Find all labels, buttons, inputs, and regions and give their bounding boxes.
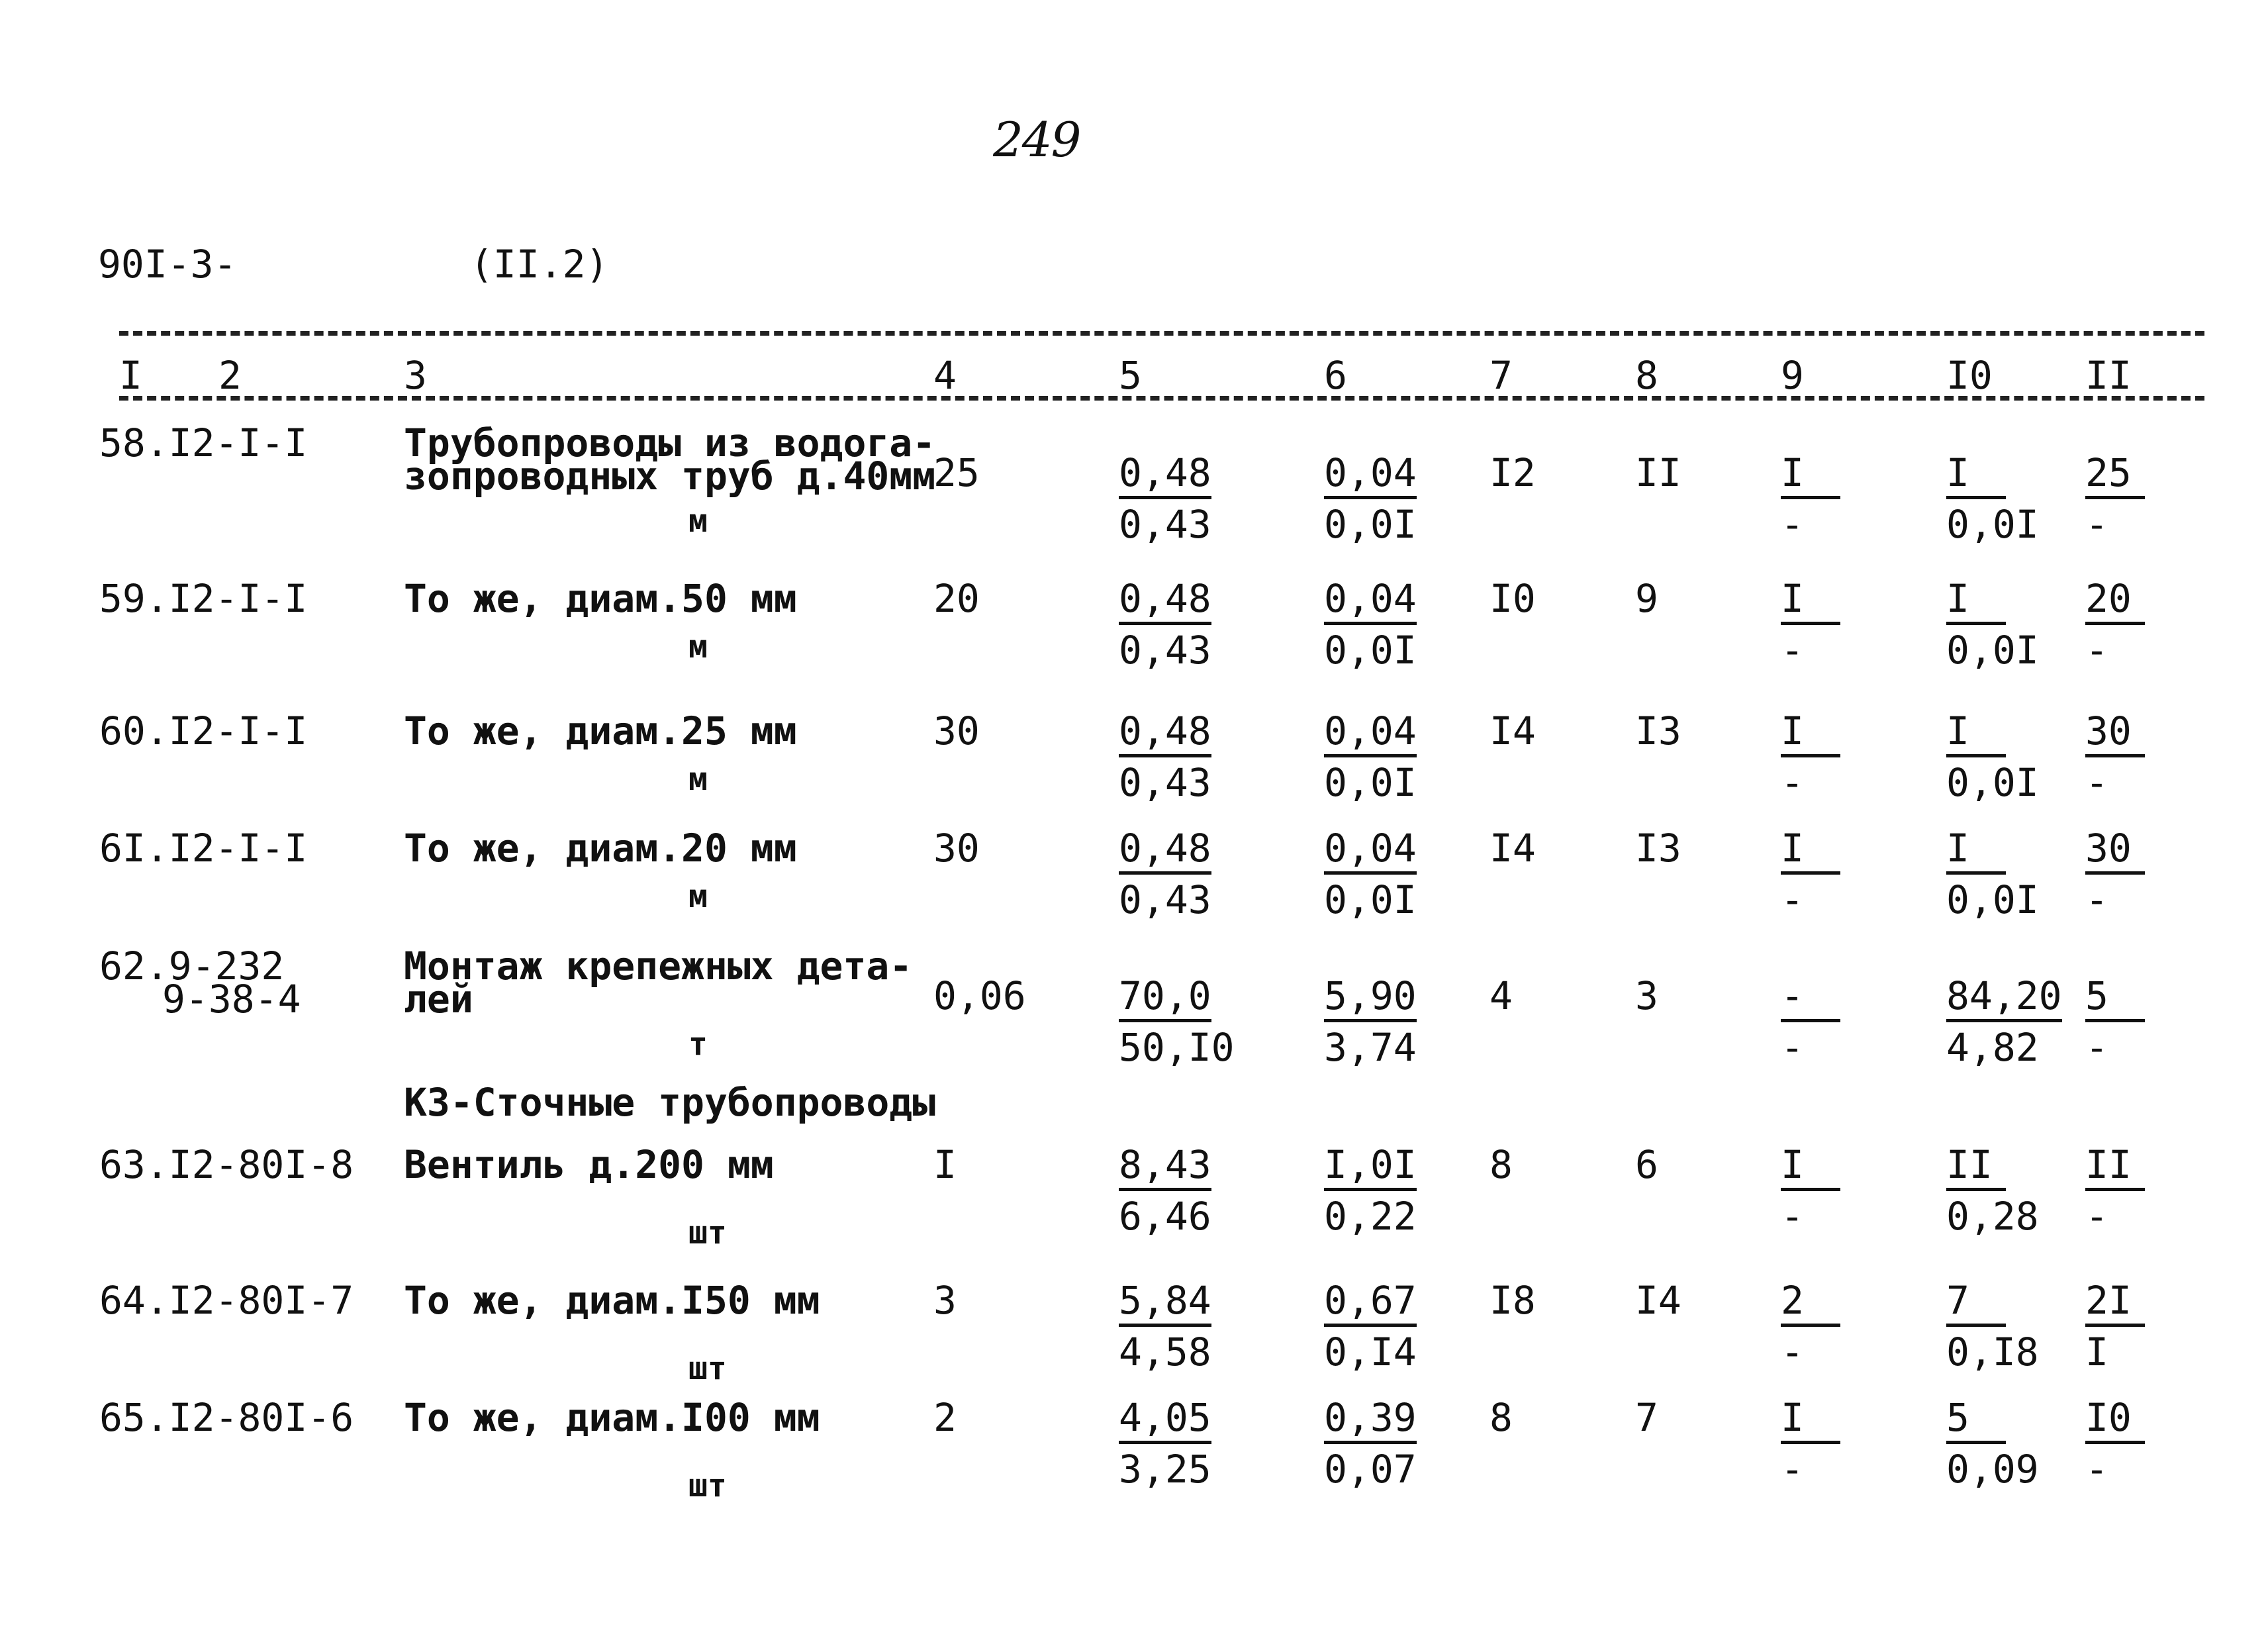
column-header-11: II [2085,353,2132,398]
row-col8: 7 [1635,1395,1658,1440]
row-col7: I2 [1489,450,1536,495]
row-col7: I4 [1489,826,1536,871]
fraction-numerator: 30 [2085,829,2145,875]
column-header-7: 7 [1489,353,1513,398]
fraction-denominator: - [1781,1194,1804,1239]
fraction-numerator: 70,0 [1119,977,1211,1022]
fraction-denominator: 0,0I [1324,502,1417,547]
fraction-denominator: 4,58 [1119,1329,1211,1375]
row-quantity: 0,06 [933,973,1026,1018]
fraction-numerator: I [1946,829,2006,875]
row-unit: т [688,1026,708,1063]
row-description: Вентиль д.200 мм [404,1142,774,1187]
fraction-numerator: 84,20 [1946,977,2062,1022]
row-description: Монтаж крепежных дета- [404,943,913,989]
fraction-denominator: 0,28 [1946,1194,2039,1239]
row-description: То же, диам.I50 мм [404,1278,820,1323]
fraction-numerator: 7 [1946,1281,2006,1327]
fraction-denominator: - [1781,1447,1804,1492]
fraction-numerator: I [1781,454,1840,499]
fraction-numerator: 5,84 [1119,1281,1211,1327]
row-quantity: 3 [933,1278,957,1323]
row-unit: м [688,878,708,915]
row-number: 64.I2-80I-7 [99,1278,354,1323]
fraction-numerator: 4,05 [1119,1398,1211,1444]
fraction-numerator: 0,48 [1119,712,1211,757]
fraction-numerator: 5 [2085,977,2145,1022]
row-number-secondary: 9-38-4 [162,977,301,1022]
fraction-numerator: I [1781,712,1840,757]
column-header-4: 4 [933,353,957,398]
section-heading: К3-Сточные трубопроводы [404,1080,936,1125]
row-unit: шт [688,1214,727,1251]
row-col7: I4 [1489,708,1536,753]
fraction-denominator: 0,0I [1946,760,2039,805]
fraction-denominator: 3,25 [1119,1447,1211,1492]
fraction-denominator: 4,82 [1946,1025,2039,1070]
row-number: 58.I2-I-I [99,420,308,465]
row-col8: I4 [1635,1278,1681,1323]
fraction-numerator: 0,04 [1324,454,1417,499]
row-unit: шт [688,1350,727,1387]
row-quantity: 2 [933,1395,957,1440]
fraction-numerator: I [1946,712,2006,757]
fraction-numerator: 0,48 [1119,579,1211,625]
fraction-numerator: 0,48 [1119,454,1211,499]
fraction-denominator: - [2085,1025,2108,1070]
row-number: 6I.I2-I-I [99,826,308,871]
fraction-denominator: - [1781,628,1804,673]
fraction-numerator: I [1946,579,2006,625]
row-unit: м [688,503,708,540]
fraction-numerator: 25 [2085,454,2145,499]
fraction-denominator: - [1781,1329,1804,1375]
column-header-5: 5 [1119,353,1142,398]
fraction-numerator: II [1946,1145,2006,1191]
row-quantity: 25 [933,450,980,495]
fraction-denominator: 0,0I [1946,628,2039,673]
fraction-denominator: 3,74 [1324,1025,1417,1070]
table-reference: (II.2) [470,242,609,287]
row-col7: 8 [1489,1142,1513,1187]
column-header-2: 2 [218,353,242,398]
fraction-numerator: I [1781,829,1840,875]
column-header-1: I [119,353,142,398]
fraction-numerator: 0,67 [1324,1281,1417,1327]
column-header-9: 9 [1781,353,1804,398]
fraction-numerator: 2I [2085,1281,2145,1327]
fraction-numerator: 30 [2085,712,2145,757]
fraction-numerator: 5 [1946,1398,2006,1444]
fraction-numerator: 20 [2085,579,2145,625]
fraction-numerator: I,0I [1324,1145,1417,1191]
row-quantity: 20 [933,576,980,621]
column-header-8: 8 [1635,353,1658,398]
fraction-denominator: - [2085,1447,2108,1492]
fraction-numerator: 0,39 [1324,1398,1417,1444]
fraction-denominator: I [2085,1329,2108,1375]
fraction-denominator: 0,I4 [1324,1329,1417,1375]
fraction-denominator: 0,43 [1119,760,1211,805]
row-unit: м [688,628,708,665]
row-col7: I0 [1489,576,1536,621]
document-code: 90I-3- [98,242,237,287]
header-top-rule [119,331,2204,336]
row-quantity: 30 [933,708,980,753]
row-number: 62.9-232 [99,943,285,989]
row-description: То же, диам.25 мм [404,708,797,753]
fraction-denominator: - [2085,760,2108,805]
fraction-numerator: I [1781,1145,1840,1191]
row-description: То же, диам.50 мм [404,576,797,621]
fraction-denominator: 0,43 [1119,877,1211,922]
fraction-denominator: 6,46 [1119,1194,1211,1239]
fraction-denominator: 0,09 [1946,1447,2039,1492]
fraction-numerator: 0,04 [1324,712,1417,757]
row-number: 63.I2-80I-8 [99,1142,354,1187]
row-description: То же, диам.I00 мм [404,1395,820,1440]
row-col7: 8 [1489,1395,1513,1440]
row-number: 60.I2-I-I [99,708,308,753]
fraction-numerator: I [1946,454,2006,499]
row-description: То же, диам.20 мм [404,826,797,871]
row-description: зопроводных труб д.40мм [404,454,936,499]
row-col7: 4 [1489,973,1513,1018]
fraction-denominator: - [1781,1025,1804,1070]
fraction-denominator: 0,07 [1324,1447,1417,1492]
fraction-denominator: - [2085,628,2108,673]
page-number: 249 [993,112,1080,168]
fraction-numerator: II [2085,1145,2145,1191]
row-col7: I8 [1489,1278,1536,1323]
column-header-10: I0 [1946,353,1993,398]
fraction-denominator: 0,0I [1324,877,1417,922]
fraction-numerator: - [1781,977,1840,1022]
fraction-denominator: 0,0I [1324,760,1417,805]
fraction-denominator: 0,0I [1946,502,2039,547]
row-col8: 3 [1635,973,1658,1018]
fraction-numerator: 0,04 [1324,579,1417,625]
column-header-6: 6 [1324,353,1347,398]
row-unit: м [688,761,708,798]
column-header-3: 3 [404,353,427,398]
fraction-numerator: I0 [2085,1398,2145,1444]
row-description: Трубопроводы из водога- [404,420,936,465]
fraction-denominator: 0,43 [1119,502,1211,547]
row-col8: 9 [1635,576,1658,621]
fraction-denominator: 0,0I [1324,628,1417,673]
fraction-denominator: - [2085,1194,2108,1239]
fraction-denominator: - [2085,502,2108,547]
fraction-denominator: - [2085,877,2108,922]
fraction-numerator: 8,43 [1119,1145,1211,1191]
row-quantity: 30 [933,826,980,871]
row-col8: 6 [1635,1142,1658,1187]
row-quantity: I [933,1142,957,1187]
header-bottom-rule [119,396,2204,401]
row-col8: I3 [1635,826,1681,871]
row-col8: II [1635,450,1681,495]
fraction-numerator: I [1781,579,1840,625]
fraction-denominator: 0,0I [1946,877,2039,922]
fraction-denominator: - [1781,877,1804,922]
row-description: лей [404,977,473,1022]
fraction-denominator: 0,22 [1324,1194,1417,1239]
fraction-denominator: 0,I8 [1946,1329,2039,1375]
fraction-numerator: 2 [1781,1281,1840,1327]
fraction-denominator: 0,43 [1119,628,1211,673]
fraction-denominator: - [1781,502,1804,547]
fraction-denominator: - [1781,760,1804,805]
row-number: 65.I2-80I-6 [99,1395,354,1440]
fraction-denominator: 50,I0 [1119,1025,1235,1070]
row-number: 59.I2-I-I [99,576,308,621]
fraction-numerator: 0,48 [1119,829,1211,875]
fraction-numerator: I [1781,1398,1840,1444]
fraction-numerator: 0,04 [1324,829,1417,875]
fraction-numerator: 5,90 [1324,977,1417,1022]
row-unit: шт [688,1467,727,1504]
row-col8: I3 [1635,708,1681,753]
